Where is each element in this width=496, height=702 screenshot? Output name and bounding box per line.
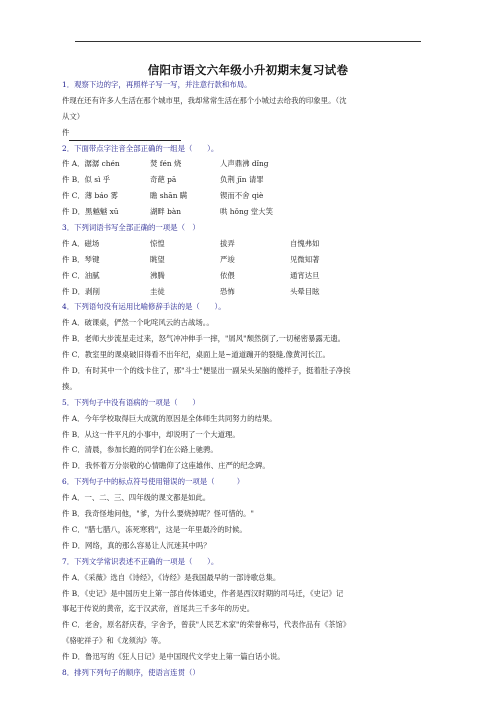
option-word: 人声鼎沸 dǐng <box>220 159 269 169</box>
question-4-line: 件 D．有时其中一个的线卡住了，那"斗士"便显出一副呆头呆脑的傻样子，挺着肚子净挨 <box>62 366 351 376</box>
option-word: 圭徒 <box>150 286 165 296</box>
option-word: 头晕目眩 <box>290 286 320 296</box>
question-6-line: 件 C．"腊七腊八，冻死寒鸦"，这是一年里最冷的时候。 <box>62 524 247 534</box>
question-6-stem: 6．下列句子中的标点符号使用错误的一项是（ ） <box>62 477 245 487</box>
option-word: 件 C．油腻 <box>62 270 100 280</box>
question-7-line: 《骆驼祥子》和《龙须沟》等。 <box>62 636 166 646</box>
question-7-line: 事起于传说的黄帝，迄于汉武帝，首尾共三千多年的历史。 <box>62 604 255 614</box>
question-7-line: 件 D．鲁迅写的《狂人日记》是中国现代文学史上第一篇白话小说。 <box>62 652 285 662</box>
question-8-stem: 8．排列下列句子的顺序，使语言连贯（） <box>62 667 200 677</box>
option-word: 件 D．剥削 <box>62 286 100 296</box>
option-word: 件 A．磁场 <box>62 238 100 248</box>
question-3-option-c <box>62 268 440 284</box>
answer-blank[interactable] <box>69 132 181 141</box>
question-6-line: 件 B．我奇怪地问他，"爹，为什么要烧掉呢？怪可惜的。" <box>62 509 254 519</box>
question-list <box>62 77 440 681</box>
question-3-option-a <box>62 236 440 252</box>
question-3-option-b <box>62 252 440 268</box>
question-2-option-b <box>62 172 440 188</box>
question-1-text: 从文） <box>62 111 85 121</box>
option-word: 严竣 <box>220 254 235 264</box>
option-word: 拔弄 <box>220 238 235 248</box>
option-word: 见微知著 <box>290 254 320 264</box>
option-word: 眺望 <box>150 254 165 264</box>
question-4-line: 件 A．破课桌，俨然一个叱咤风云的古战场。。 <box>62 318 214 328</box>
option-word: 奇葩 pā <box>150 175 177 185</box>
question-4-stem: 4．下列语句没有运用比喻修辞手法的是（ ）。 <box>62 302 226 312</box>
question-7-line: 件 B．《史记》是中国历史上第一部自传体通史，作者是西汉时期的司马迁，《史记》记 <box>62 588 344 598</box>
question-6-line: 件 A．一、二、三、四年级的课文都是如此。 <box>62 493 211 503</box>
option-word: 通宵达旦 <box>290 270 320 280</box>
option-word: 件 D．黑魆魆 xū <box>62 207 119 217</box>
question-7-line: 件 A．《采薇》选自《诗经》，《诗经》是我国最早的一部诗歌总集。 <box>62 572 281 582</box>
header-rule <box>75 41 421 42</box>
question-2-option-d <box>62 204 440 220</box>
option-word: 件 C．薄 báo 雾 <box>62 191 118 201</box>
question-3-stem: 3．下列词语书写全部正确的一项是（ ） <box>62 223 200 233</box>
option-word: 件 B．琴键 <box>62 254 100 264</box>
question-1-prefix: 件 <box>62 127 70 137</box>
option-word: 瞻 shān 瞒 <box>150 191 188 201</box>
option-word: 惊惶 <box>150 238 165 248</box>
option-word: 沸腾 <box>150 270 165 280</box>
option-word: 负荆 jīn 请罪 <box>220 175 264 185</box>
question-5-line: 件 D．我怀着万分崇敬的心情瞻仰了这座雄伟、庄严的纪念碑。 <box>62 461 270 471</box>
option-word: 恐怖 <box>220 286 235 296</box>
question-5-line: 件 B．从这一件平凡的小事中，却说明了一个大道理。 <box>62 429 240 439</box>
question-1-stem: 1．观察下边的字，再照样子写一写，并注意行款和布局。 <box>62 80 252 89</box>
option-word: 自愧弗如 <box>290 238 320 248</box>
question-1-text: 件现在还有许多人生活在那个城市里，我却常常生活在那个小城过去给我的印象里。（沈 <box>62 95 347 105</box>
option-word: 件 B．似 sì 乎 <box>62 175 111 185</box>
option-word: 锲而不舍 qiè <box>220 191 264 201</box>
option-word: 件 A．潺潺 chén <box>62 159 120 169</box>
question-5-line: 件 C．清晨，参加长跑的同学们在公路上驰骋。 <box>62 445 218 455</box>
page-title: 信阳市语文六年级小升初期末复习试卷 <box>147 63 349 77</box>
option-word: 哄 hǒng 堂大笑 <box>220 207 273 217</box>
question-2-stem: 2．下面带点字注音全部正确的一组是（ ）。 <box>62 143 219 153</box>
question-4-line: 揍。 <box>62 381 77 391</box>
question-7-stem: 7．下列文学常识表述不正确的一项是（ ）。 <box>62 556 219 566</box>
question-2-option-a <box>62 156 440 172</box>
question-5-line: 件 A．今年学校取得巨大成就的原因是全体师生共同努力的结果。 <box>62 413 277 423</box>
question-1-answer-line <box>62 125 440 141</box>
question-7-line: 件 C．老舍，原名舒庆春，字舍予，曾获"人民艺术家"的荣誉称号，代表作品有《茶馆》 <box>62 620 351 630</box>
question-2-option-c <box>62 188 440 204</box>
question-6-line: 件 D．网络，真的那么容易让人沉迷其中吗？ <box>62 540 211 550</box>
question-5-stem: 5．下列句子中没有语病的一项是（ ） <box>62 397 200 407</box>
option-word: 焚 fén 烧 <box>150 159 182 169</box>
question-4-line: 件 B．老师大步流星走过来，怒气冲冲伸手一摔，"屑风"颓然倒了,一切秘密暴露无遗。 <box>62 334 345 344</box>
question-3-option-d <box>62 284 440 300</box>
option-word: 湖畔 bàn <box>150 207 182 217</box>
question-4-line: 件 C．教室里的课桌破旧得看不出年纪，桌面上是~道道蹦开的裂缝,像黄河长江。 <box>62 350 330 360</box>
option-word: 依偎 <box>220 270 235 280</box>
